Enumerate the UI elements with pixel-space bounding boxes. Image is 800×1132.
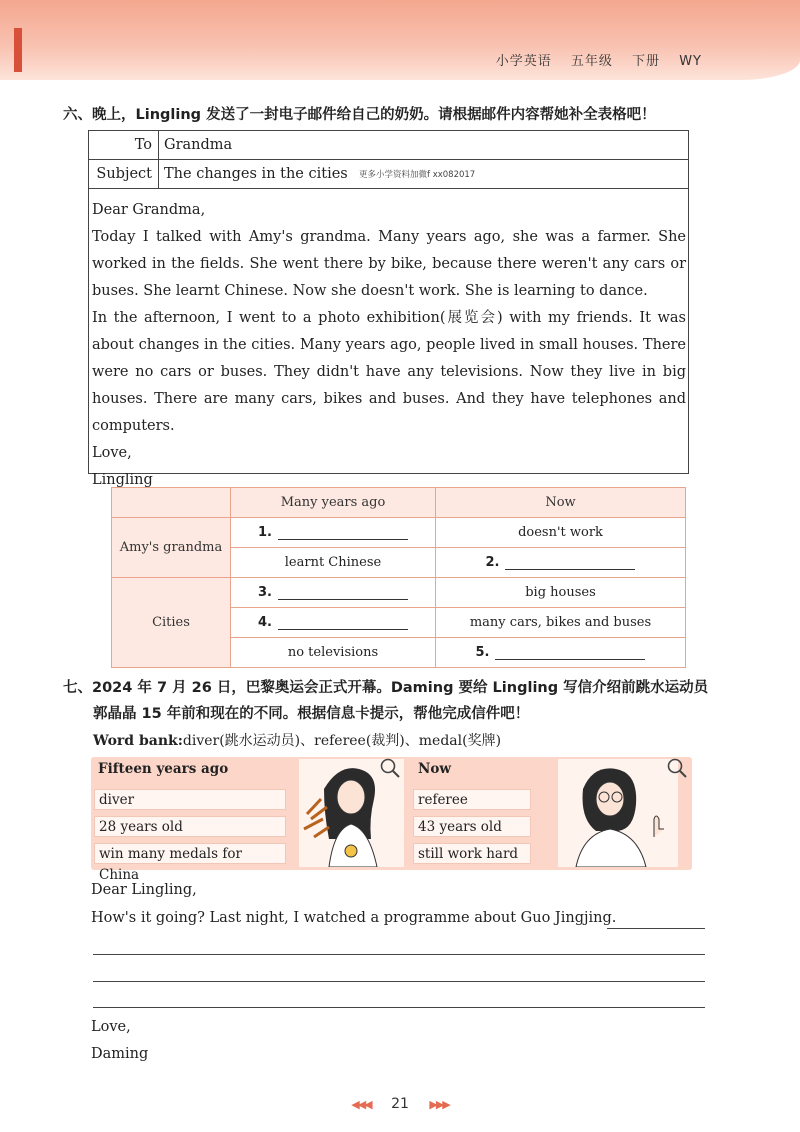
card-past-item-2: 28 years old <box>94 816 286 837</box>
page-footer <box>0 1096 800 1112</box>
comparison-table <box>111 487 686 668</box>
blank-number-4: 4. <box>258 615 272 630</box>
letter-greeting: Dear Lingling, <box>91 882 197 898</box>
writing-line-3[interactable] <box>93 1007 705 1008</box>
blank-number-2: 2. <box>485 555 500 570</box>
current-guo-jingjing-illustration <box>558 759 678 867</box>
right-arrows-icon: ▶▶▶ <box>429 1098 449 1111</box>
answer-blank-1[interactable] <box>278 525 408 540</box>
cell-now-1: doesn't work <box>436 518 686 548</box>
card-past-item-1: diver <box>94 789 286 810</box>
info-card <box>91 757 692 883</box>
answer-blank-2[interactable] <box>505 555 635 570</box>
cell-past-2: learnt Chinese <box>231 548 436 578</box>
answer-blank-4[interactable] <box>278 615 408 630</box>
blank-1-cell[interactable] <box>231 518 436 548</box>
table-header-past: Many years ago <box>231 488 436 518</box>
magnifier-icon <box>666 757 688 779</box>
email-subject-label: Subject <box>89 160 159 188</box>
writing-line-0[interactable] <box>607 928 705 929</box>
table-corner <box>112 488 231 518</box>
blank-2-cell[interactable] <box>436 548 686 578</box>
row-label-amys-grandma: Amy's grandma <box>112 518 231 578</box>
header-grade: 五年级 <box>570 54 613 69</box>
blank-number-3: 3. <box>258 585 272 600</box>
magnifier-icon <box>379 757 401 779</box>
email-signature: Lingling <box>92 472 153 488</box>
letter-closing: Love, <box>91 1019 131 1035</box>
header-edition: WY <box>679 54 702 69</box>
answer-blank-3[interactable] <box>278 585 408 600</box>
blank-number-5: 5. <box>475 645 490 660</box>
card-past-title: Fifteen years ago <box>98 761 229 777</box>
email-to-row <box>89 131 688 160</box>
card-past-item-3: win many medals for China <box>94 843 286 864</box>
page-edge-marker <box>14 28 22 72</box>
cell-past-5: no televisions <box>231 638 436 668</box>
row-label-cities: Cities <box>112 578 231 668</box>
table-header-now: Now <box>436 488 686 518</box>
blank-4-cell[interactable] <box>231 608 436 638</box>
letter-signature: Daming <box>91 1046 149 1062</box>
question-7-title-line-1: 七、2024 年 7 月 26 日，巴黎奥运会正式开幕。Daming 要给 Lingling 写信介绍前跳水运动员 <box>63 680 709 696</box>
word-bank-text: diver(跳水运动员)、referee(裁判)、medal(奖牌) <box>182 733 502 749</box>
blank-number-1: 1. <box>258 525 272 540</box>
writing-line-2[interactable] <box>93 981 705 982</box>
question-6-title: 六、晚上，Lingling 发送了一封电子邮件给自己的奶奶。请根据邮件内容帮她补全表格吧！ <box>63 107 656 123</box>
email-box <box>88 130 689 488</box>
header-subject: 小学英语 <box>495 54 552 69</box>
cell-now-4: many cars, bikes and buses <box>436 608 686 638</box>
word-bank <box>93 730 501 750</box>
email-paragraph-1: Today I talked with Amy's grandma. Many years ago, she was a farmer. She worked in the fields. She went there by bike, because there weren't any cars or buses. She learnt Chinese. Now she doesn't work. She is learning to dance. <box>92 229 686 299</box>
email-body <box>92 197 686 494</box>
watermark-text: 更多小学资料加微f xx082017 <box>359 170 476 180</box>
email-greeting: Dear Grandma, <box>92 202 206 218</box>
card-now-title: Now <box>418 761 451 777</box>
email-subject-value: The changes in the cities <box>164 166 348 182</box>
blank-3-cell[interactable] <box>231 578 436 608</box>
left-arrows-icon: ◀◀◀ <box>351 1098 371 1111</box>
page-number: 21 <box>391 1096 409 1112</box>
running-header <box>482 50 702 69</box>
card-now-item-3: still work hard <box>413 843 531 864</box>
email-subject-row <box>89 160 688 189</box>
header-volume: 下册 <box>632 54 661 69</box>
email-to-label: To <box>89 131 159 159</box>
email-closing: Love, <box>92 445 132 461</box>
letter-opening: How's it going? Last night, I watched a programme about Guo Jingjing. <box>91 910 617 926</box>
cell-now-3: big houses <box>436 578 686 608</box>
blank-5-cell[interactable] <box>436 638 686 668</box>
writing-line-1[interactable] <box>93 954 705 955</box>
word-bank-label: Word bank: <box>93 733 183 749</box>
email-to-value: Grandma <box>164 137 233 153</box>
card-now-item-1: referee <box>413 789 531 810</box>
email-paragraph-2: In the afternoon, I went to a photo exhibition(展览会) with my friends. It was about changes in the cities. Many years ago, people lived in small houses. There were no cars or buses. They didn't have any televisions. Now they live in big houses. There are many cars, bikes and buses. And they have telephones and computers. <box>92 310 686 434</box>
question-7-title-line-2: 郭晶晶 15 年前和现在的不同。根据信息卡提示，帮他完成信件吧！ <box>93 706 530 722</box>
answer-blank-5[interactable] <box>495 645 645 660</box>
card-now-item-2: 43 years old <box>413 816 531 837</box>
